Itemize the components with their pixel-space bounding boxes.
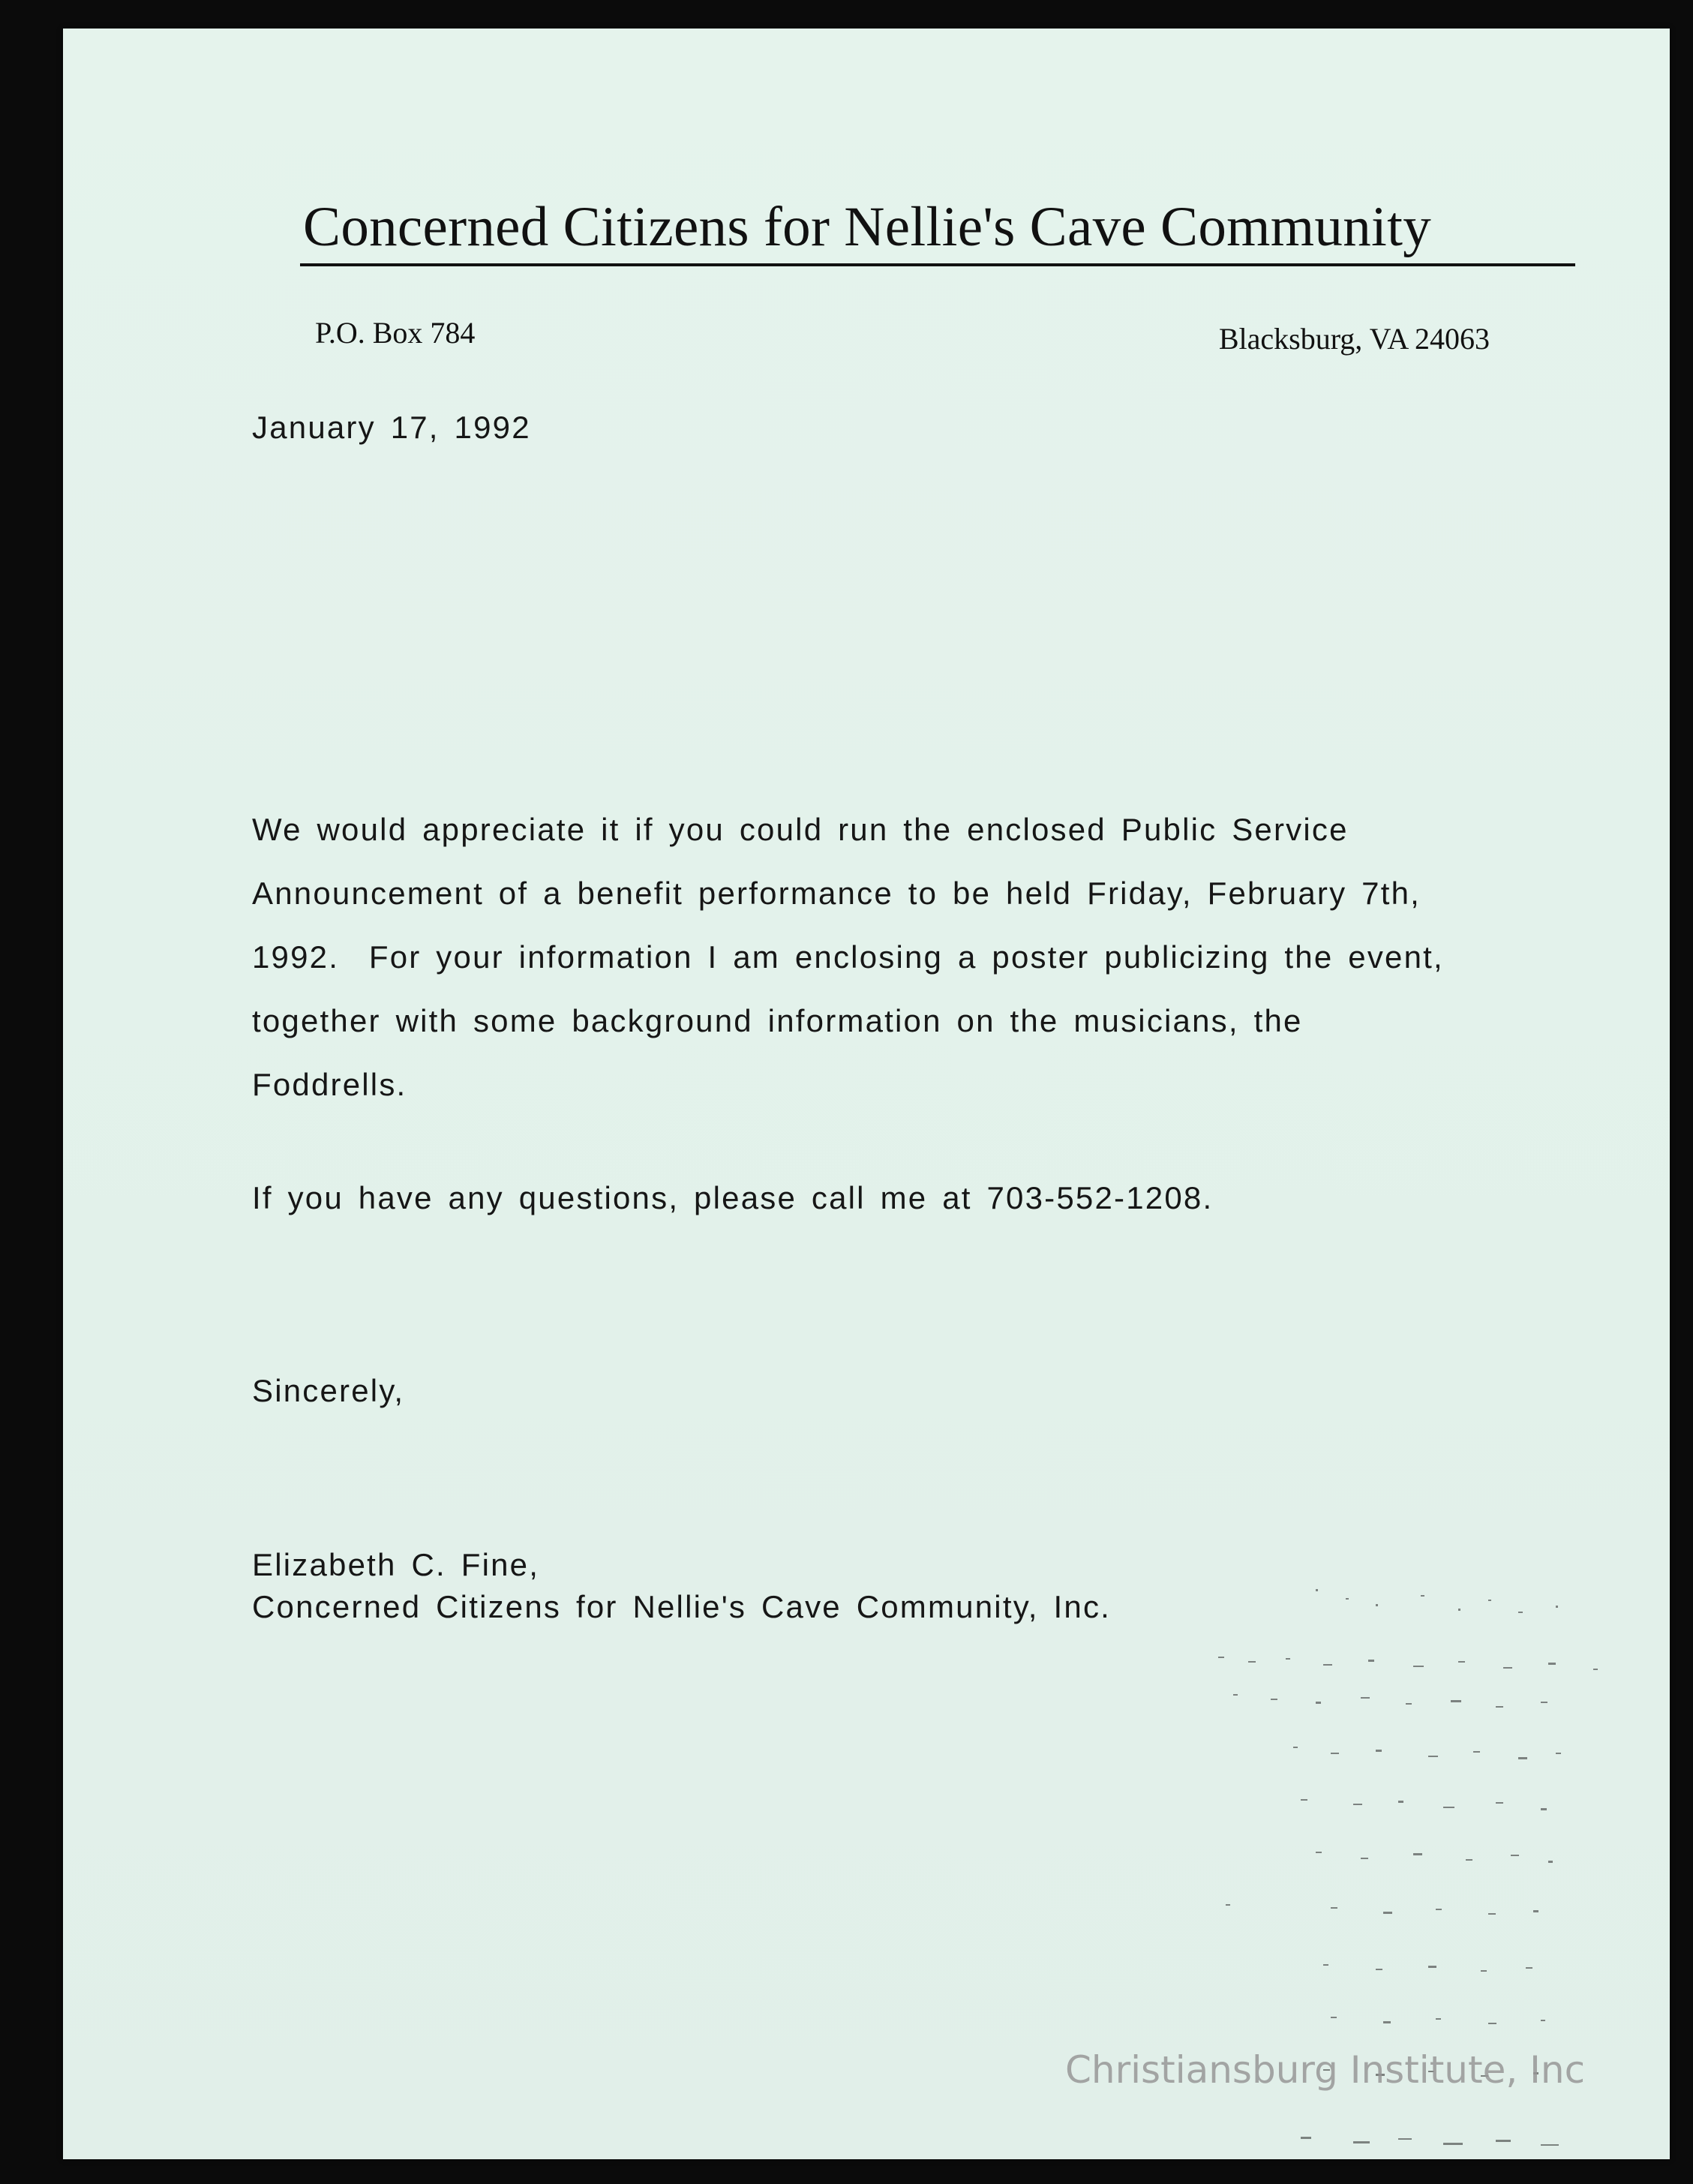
letter-page	[63, 29, 1670, 2159]
letter-closing: Sincerely,	[252, 1373, 405, 1408]
body-line: 1992. For your information I am enclosing a poster publicizing the event,	[252, 939, 1444, 975]
letter-date: January 17, 1992	[252, 410, 531, 445]
body-line: Announcement of a benefit performance to be held Friday, February 7th,	[252, 876, 1421, 911]
letterhead-organization: Concerned Citizens for Nellie's Cave Community	[303, 196, 1432, 258]
letterhead-po-box: P.O. Box 784	[315, 316, 476, 350]
signature-block	[252, 1544, 1111, 1628]
watermark: Christiansburg Institute, Inc	[1065, 2048, 1586, 2092]
letter-questions-line: If you have any questions, please call me at 703-552-1208.	[252, 1180, 1214, 1215]
body-line: We would appreciate it if you could run the enclosed Public Service	[252, 812, 1349, 847]
signer-name: Elizabeth C. Fine,	[252, 1547, 540, 1582]
signer-organization: Concerned Citizens for Nellie's Cave Community, Inc.	[252, 1589, 1112, 1624]
body-line: together with some background information on the musicians, the	[252, 1003, 1303, 1038]
body-line: Foddrells.	[252, 1067, 407, 1102]
letter-body-paragraph	[252, 798, 1572, 1116]
letterhead-address: Blacksburg, VA 24063	[1218, 322, 1490, 356]
letterhead-rule	[300, 263, 1575, 266]
